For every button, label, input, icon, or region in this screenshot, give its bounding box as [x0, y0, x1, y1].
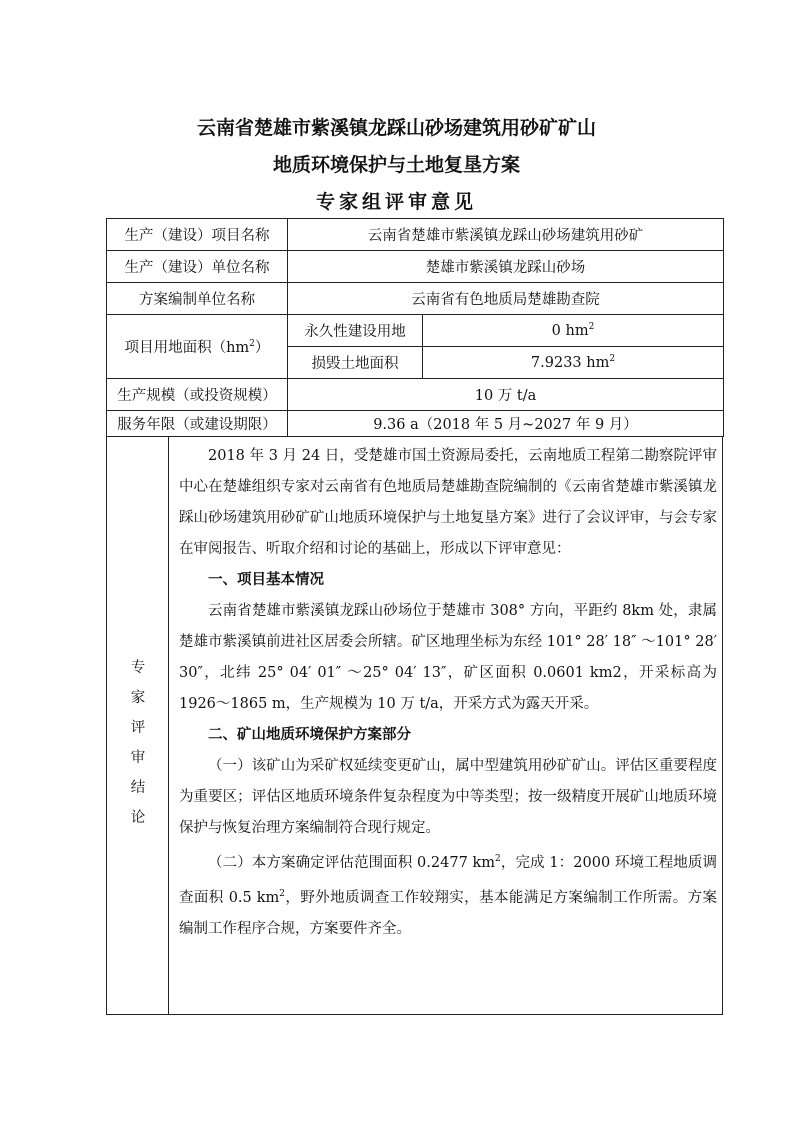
section-heading-protection-plan: 二、矿山地质环境保护方案部分	[208, 727, 411, 743]
table-row	[107, 283, 724, 315]
compiler-label: 方案编制单位名称	[107, 283, 288, 315]
expert-opinion-section	[106, 437, 723, 1015]
opinion-paragraph-basic-info: 云南省楚雄市紫溪镇龙踩山砂场位于楚雄市 308° 方向，平距约 8km 处，隶属楚雄市紫溪镇前进社区居委会所辖。矿区地理坐标为东经 101° 28′ 18″ ～101° 28′ 30″，北纬 25° 04′ 01″ ～25° 04′ 13″，矿区面积 0.0601 km2，开采标高为 1926～1865 m，生产规模为 10 万 t/a，开采方式为露天开采。	[179, 603, 717, 712]
table-row	[107, 411, 724, 437]
scale-label: 生产规模（或投资规模）	[107, 379, 288, 411]
service-value: 9.36 a（2018 年 5 月~2027 年 9 月）	[288, 411, 724, 437]
permanent-land-label: 永久性建设用地	[288, 315, 423, 347]
doc-title-line3: 专家组评审意见	[315, 191, 477, 213]
permanent-land-value: 0 $hm^2$	[423, 315, 724, 347]
opinion-paragraph-item-2: （二）本方案确定评估范围面积 0.2477 $km^2$，完成 1：2000 环境工程地质调查面积 0.5 $km^2$，野外地质调查工作较翔实，基本能满足方案编制工作所需。方案编制工作程序合规，方案要件齐全。	[179, 854, 717, 937]
table-row	[107, 379, 724, 411]
project-info-table	[106, 218, 724, 437]
opinion-side-label: 专 家 评 审 结 论	[130, 660, 146, 826]
area-label: 项目用地面积$(hm^2)$	[107, 315, 288, 379]
table-row	[107, 315, 724, 347]
damaged-land-label: 损毁土地面积	[288, 347, 423, 379]
opinion-side-column	[107, 437, 169, 1014]
project-name-label: 生产（建设）项目名称	[107, 219, 288, 251]
damaged-land-value: 7.9233 $hm^2$	[423, 347, 724, 379]
service-label: 服务年限（或建设期限）	[107, 411, 288, 437]
table-row	[107, 251, 724, 283]
opinion-paragraph-item-1: （一）该矿山为采矿权延续变更矿山，属中型建筑用砂矿矿山。评估区重要程度为重要区；评估区地质环境条件复杂程度为中等类型；按一级精度开展矿山地质环境保护与恢复治理方案编制符合现行规定。	[179, 758, 717, 836]
scale-value: 10 万 t/a	[288, 379, 724, 411]
doc-title-line2: 地质环境保护与土地复垦方案	[272, 154, 520, 176]
unit-label: 生产（建设）单位名称	[107, 251, 288, 283]
section-heading-basic-info: 一、项目基本情况	[208, 572, 324, 588]
project-name-value: 云南省楚雄市紫溪镇龙踩山砂场建筑用砂矿	[288, 219, 724, 251]
opinion-paragraph-intro: 2018 年 3 月 24 日，受楚雄市国土资源局委托，云南地质工程第二勘察院评审中心在楚雄组织专家对云南省有色地质局楚雄勘查院编制的《云南省楚雄市紫溪镇龙踩山砂场建筑用砂矿矿山地质环境保护与土地复垦方案》进行了会议评审，与会专家在审阅报告、听取介绍和讨论的基础上，形成以下评审意见：	[179, 448, 717, 557]
compiler-value: 云南省有色地质局楚雄勘查院	[288, 283, 724, 315]
table-row	[107, 219, 724, 251]
unit-value: 楚雄市紫溪镇龙踩山砂场	[288, 251, 724, 283]
doc-title-line1: 云南省楚雄市紫溪镇龙踩山砂场建筑用砂矿矿山	[196, 117, 596, 139]
opinion-body	[179, 441, 717, 945]
